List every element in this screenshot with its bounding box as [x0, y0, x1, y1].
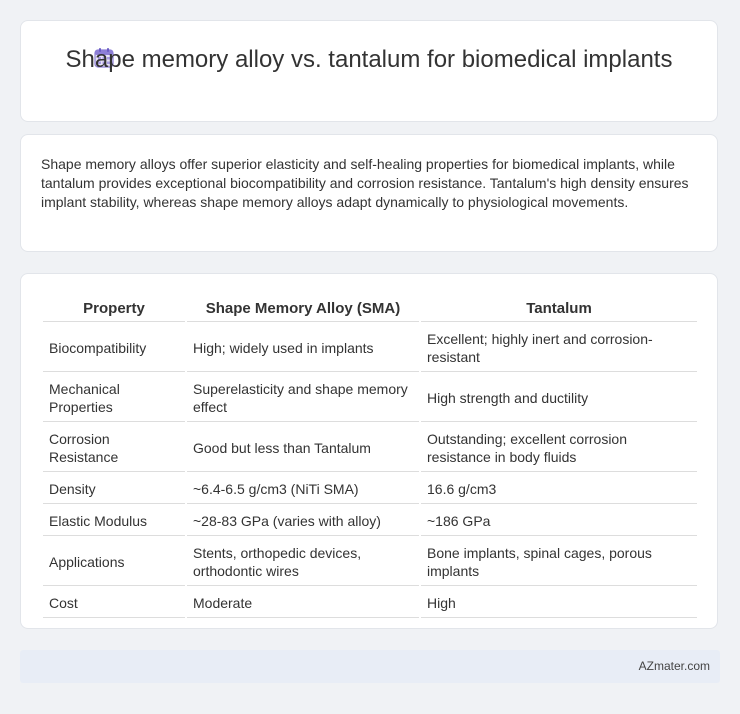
- table-cell: Excellent; highly inert and corrosion-resistant: [421, 324, 697, 372]
- page-title: Shape memory alloy vs. tantalum for biomedical implants: [65, 46, 673, 73]
- intro-paragraph: Shape memory alloys offer superior elasticity and self-healing properties for biomedical implants, while tantalum provides exceptional biocompatibility and corrosion resistance. Tantalum's high density ensures implant stability, whereas shape memory alloys adapt dynamically to physiological movements.: [41, 156, 689, 210]
- table-cell: Mechanical Properties: [43, 374, 185, 422]
- intro-card: [20, 134, 718, 252]
- table-row: [43, 588, 697, 618]
- table-cell: Good but less than Tantalum: [187, 424, 419, 472]
- table-cell: Elastic Modulus: [43, 506, 185, 536]
- table-cell: Stents, orthopedic devices, orthodontic wires: [187, 538, 419, 586]
- table-cell: High strength and ductility: [421, 374, 697, 422]
- footer-bar: [20, 650, 720, 683]
- table-row: [43, 374, 697, 422]
- table-cell: High; widely used in implants: [187, 324, 419, 372]
- table-cell: 16.6 g/cm3: [421, 474, 697, 504]
- table-row: [43, 538, 697, 586]
- table-row: [43, 424, 697, 472]
- table-row: [43, 324, 697, 372]
- comparison-table-card: [20, 273, 718, 629]
- table-cell: Density: [43, 474, 185, 504]
- table-cell: High: [421, 588, 697, 618]
- table-cell: ~186 GPa: [421, 506, 697, 536]
- column-header-tantalum: Tantalum: [421, 296, 697, 322]
- comparison-table: [41, 294, 699, 620]
- table-cell: ~6.4-6.5 g/cm3 (NiTi SMA): [187, 474, 419, 504]
- table-cell: Moderate: [187, 588, 419, 618]
- column-header-property: Property: [43, 296, 185, 322]
- table-cell: Cost: [43, 588, 185, 618]
- table-header-row: [43, 296, 697, 322]
- table-cell: Outstanding; excellent corrosion resistance in body fluids: [421, 424, 697, 472]
- table-cell: Biocompatibility: [43, 324, 185, 372]
- table-cell: Corrosion Resistance: [43, 424, 185, 472]
- title-card: [20, 20, 718, 122]
- table-row: [43, 474, 697, 504]
- footer-brand[interactable]: AZmater.com: [638, 659, 710, 673]
- table-row: [43, 506, 697, 536]
- table-cell: Bone implants, spinal cages, porous implants: [421, 538, 697, 586]
- table-cell: Superelasticity and shape memory effect: [187, 374, 419, 422]
- table-cell: Applications: [43, 538, 185, 586]
- table-cell: ~28-83 GPa (varies with alloy): [187, 506, 419, 536]
- column-header-sma: Shape Memory Alloy (SMA): [187, 296, 419, 322]
